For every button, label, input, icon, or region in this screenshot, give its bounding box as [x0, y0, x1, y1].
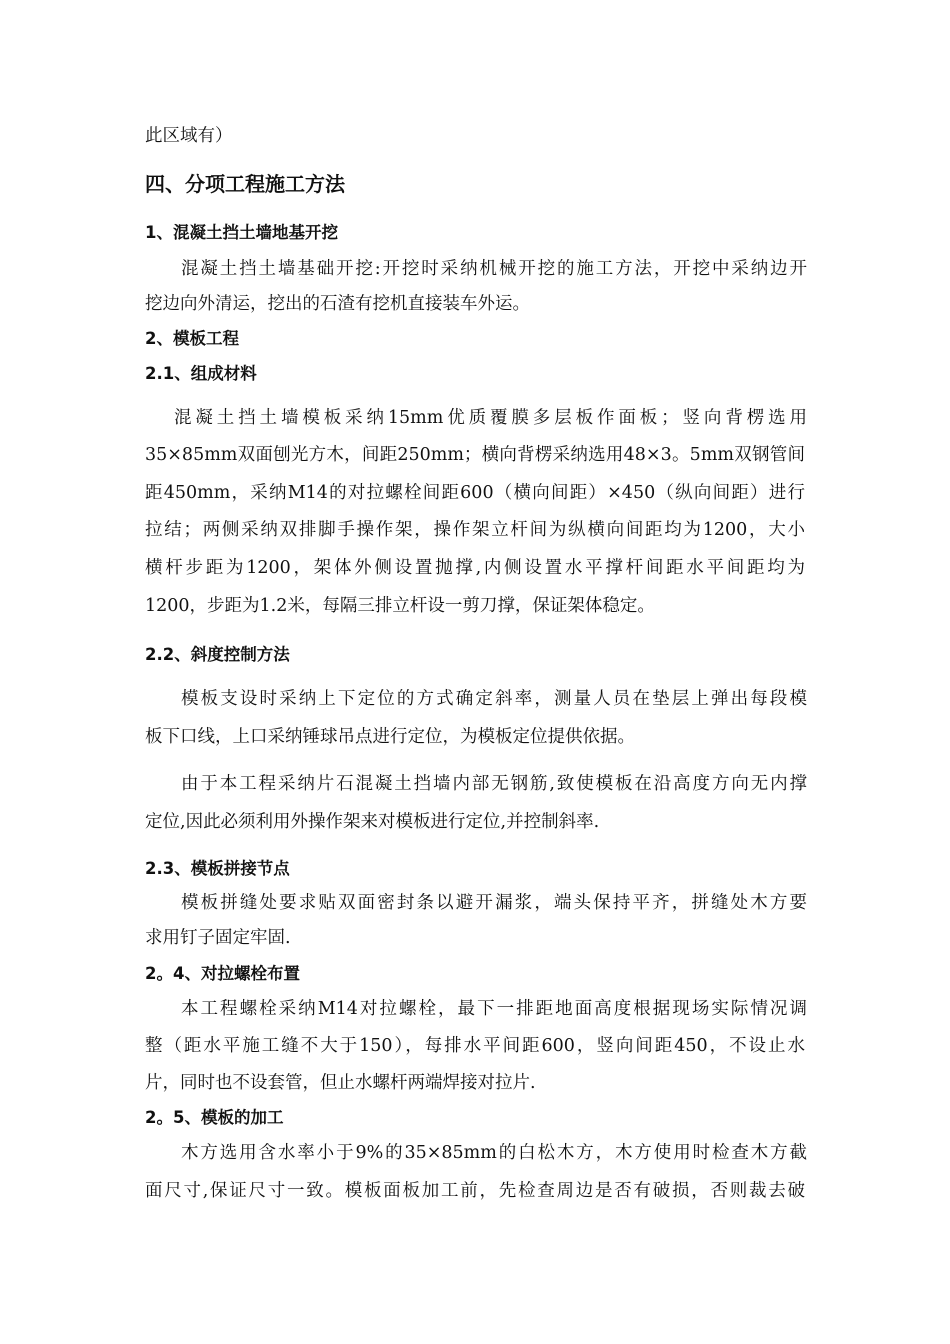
continued-text: 此区域有） [145, 126, 233, 146]
processing-paragraph-line: 木方选用含水率小于9%的35×85mm的白松木方，木方使用时检查木方截 [181, 1143, 807, 1163]
materials-paragraph-line: 距450mm，采纳M14的对拉螺栓间距600（横向间距）×450（纵向间距）进行 [145, 483, 805, 503]
excavation-paragraph-line: 混凝土挡土墙基础开挖:开挖时采纳机械开挖的施工方法，开挖中采纳边开 [181, 259, 807, 279]
heading-slope-control: 2.2、斜度控制方法 [145, 645, 290, 664]
materials-paragraph-line: 1200，步距为1.2米，每隔三排立杆设一剪刀撑，保证架体稳定。 [145, 596, 655, 616]
tie-bolts-paragraph-line: 本工程螺栓采纳M14对拉螺栓，最下一排距地面高度根据现场实际情况调 [181, 999, 807, 1019]
tie-bolts-paragraph-line: 整（距水平施工缝不大于150），每排水平间距600，竖向间距450，不设止水 [145, 1036, 805, 1056]
joint-paragraph-line: 求用钉子固定牢固. [145, 928, 291, 948]
materials-paragraph-line: 35×85mm双面刨光方木，间距250mm；横向背楞采纳选用48×3。5mm双钢管间 [145, 445, 805, 465]
slope-paragraph-line: 由于本工程采纳片石混凝土挡墙内部无钢筋,致使模板在沿高度方向无内撑 [181, 774, 807, 794]
joint-paragraph-line: 模板拼缝处要求贴双面密封条以避开漏浆，端头保持平齐，拼缝处木方要 [181, 893, 807, 913]
tie-bolts-paragraph-line: 片，同时也不设套管，但止水螺杆两端焊接对拉片. [145, 1073, 536, 1093]
heading-tie-bolts: 2。4、对拉螺栓布置 [145, 964, 300, 983]
processing-paragraph-line: 面尺寸,保证尺寸一致。模板面板加工前，先检查周边是否有破损，否则裁去破 [145, 1181, 805, 1201]
slope-paragraph-line: 模板支设时采纳上下定位的方式确定斜率，测量人员在垫层上弹出每段模 [181, 689, 807, 709]
heading-processing: 2。5、模板的加工 [145, 1108, 284, 1127]
materials-paragraph-line: 横杆步距为1200，架体外侧设置抛撑,内侧设置水平撑杆间距水平间距均为 [145, 558, 805, 578]
heading-formwork: 2、模板工程 [145, 329, 239, 348]
slope-paragraph-line: 板下口线，上口采纳锤球吊点进行定位，为模板定位提供依据。 [145, 727, 635, 747]
section-title: 四、分项工程施工方法 [145, 172, 345, 196]
heading-materials: 2.1、组成材料 [145, 364, 257, 383]
excavation-paragraph-line: 挖边向外清运，挖出的石渣有挖机直接装车外运。 [145, 294, 530, 314]
heading-excavation: 1、混凝土挡土墙地基开挖 [145, 223, 338, 242]
materials-paragraph-line: 混凝土挡土墙模板采纳15mm优质覆膜多层板作面板；竖向背楞选用 [174, 408, 807, 428]
materials-paragraph-line: 拉结；两侧采纳双排脚手操作架，操作架立杆间为纵横向间距均为1200，大小 [145, 520, 805, 540]
slope-paragraph-line: 定位,因此必须利用外操作架来对模板进行定位,并控制斜率. [145, 812, 600, 832]
heading-joint-nodes: 2.3、模板拼接节点 [145, 859, 290, 878]
